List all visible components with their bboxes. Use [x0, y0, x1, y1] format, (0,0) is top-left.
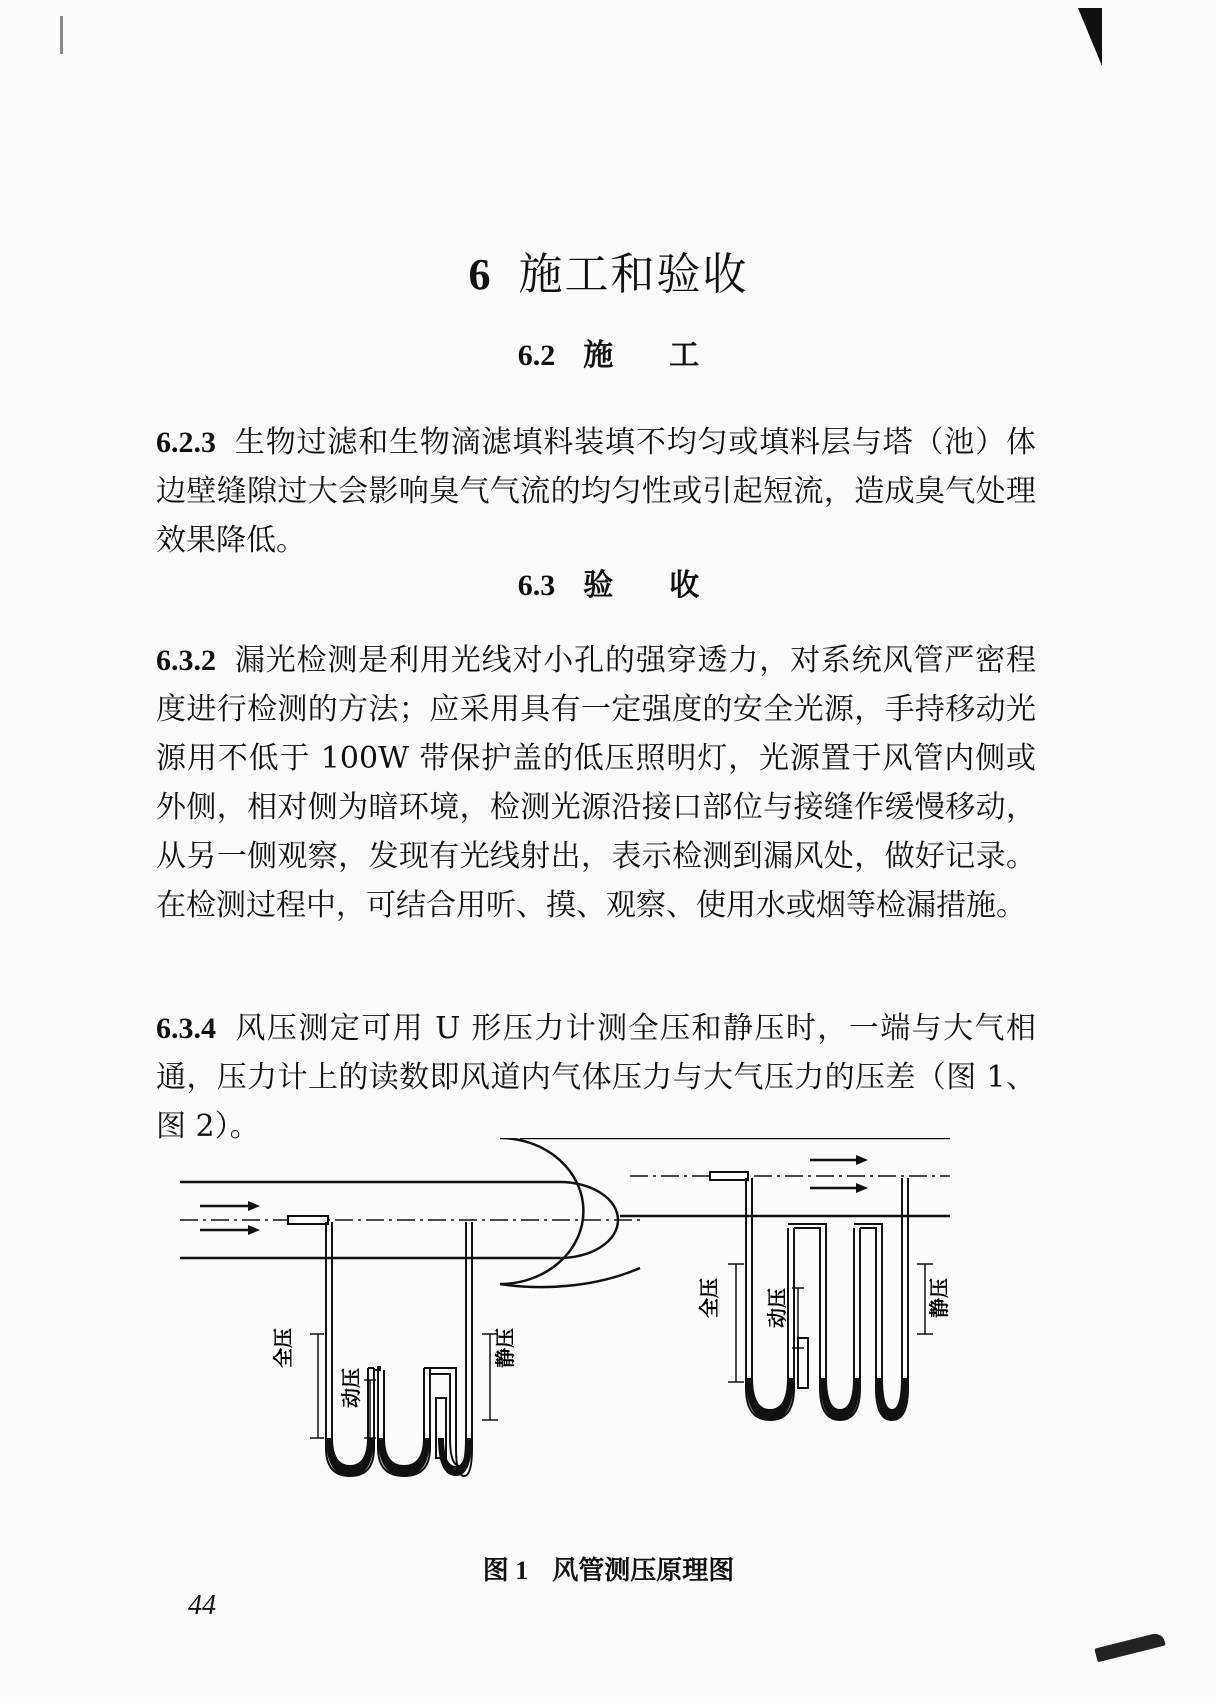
label-dynamic-pressure: 动压: [339, 1368, 363, 1408]
duct-pressure-diagram: [180, 1138, 1030, 1538]
label-static-pressure: 静压: [927, 1278, 951, 1318]
section-heading-6-3: [0, 560, 1217, 604]
clause-6-3-4: [156, 1004, 1036, 1151]
label-total-pressure: 全压: [271, 1328, 295, 1368]
label-static-pressure: 静压: [493, 1328, 517, 1368]
chapter-heading: [0, 238, 1217, 302]
clause-number: 6.3.2: [156, 644, 216, 677]
chapter-number: 6: [468, 250, 493, 299]
label-total-pressure: 全压: [697, 1278, 721, 1318]
clause-6-2-3: [156, 418, 1036, 565]
clause-number: 6.2.3: [156, 426, 216, 459]
figure-title: 风管测压原理图: [552, 1556, 735, 1586]
figure-caption: [0, 1550, 1217, 1587]
section-title: 验收: [583, 568, 756, 603]
clause-number: 6.3.4: [156, 1012, 216, 1045]
page-corner-marker: [1094, 1632, 1165, 1663]
section-number: 6.3: [517, 569, 556, 602]
page-number: 44: [188, 1590, 216, 1621]
scan-edge-mark: [60, 16, 63, 54]
bend-outer-top: [500, 1138, 583, 1284]
clause-text: 生物过滤和生物滴滤填料装填不均匀或填料层与塔（池）体边壁缝隙过大会影响臭气气流的均匀性或引起短流，造成臭气处理效果降低。: [156, 425, 1036, 558]
figure-number: 图 1: [482, 1556, 529, 1585]
page-corner-marker: [1078, 8, 1102, 66]
chapter-title: 施工和验收: [518, 249, 749, 300]
section-heading-6-2: [0, 330, 1217, 374]
clause-text: 风压测定可用 U 形压力计测全压和静压时，一端与大气相通，压力计上的读数即风道内气体压力与大气压力的压差（图 1、图 2）。: [156, 1011, 1036, 1144]
section-number: 6.2: [517, 339, 556, 372]
clause-6-3-2: [156, 636, 1036, 930]
bend-outer-bottom: [500, 1268, 640, 1287]
label-dynamic-pressure: 动压: [765, 1288, 789, 1328]
section-title: 施工: [583, 338, 756, 373]
clause-text: 漏光检测是利用光线对小孔的强穿透力，对系统风管严密程度进行检测的方法；应采用具有一定强度的安全光源，手持移动光源用不低于 100W 带保护盖的低压照明灯，光源置于风管内侧或外侧，相对侧为暗环境，检测光源沿接口部位与接缝作缓慢移动，从另一侧观察，发现有光线射出，表示检测到漏风处，做好记录。在检测过程中，可结合用听、摸、观察、使用水或烟等检漏措施。: [156, 643, 1036, 923]
manometer-group-left: [288, 1216, 472, 1476]
